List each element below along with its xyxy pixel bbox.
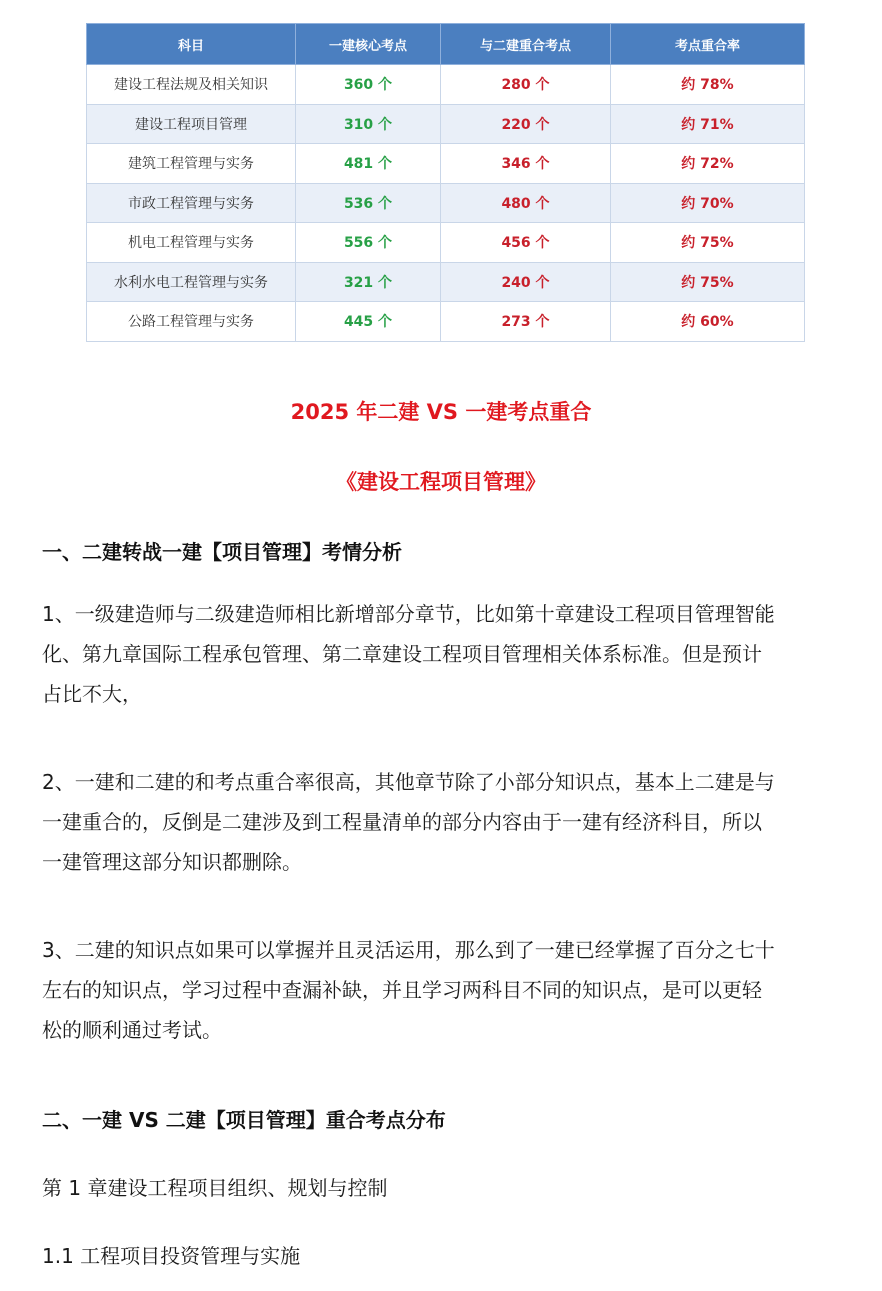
table-header-row	[87, 24, 805, 65]
cell-overlap: 456 个	[441, 223, 611, 263]
table-row	[87, 144, 805, 184]
section1-paragraph-3	[42, 930, 850, 1050]
paragraph-line: 3、二建的知识点如果可以掌握并且灵活运用，那么到了一建已经掌握了百分之七十	[42, 938, 775, 962]
section2-heading: 二、一建 VS 二建【项目管理】重合考点分布	[42, 1108, 446, 1132]
cell-subject: 公路工程管理与实务	[87, 302, 296, 342]
cell-rate: 约 60%	[611, 302, 805, 342]
table-row	[87, 104, 805, 144]
overlap-table-wrapper	[86, 23, 804, 342]
header-core-points: 一建核心考点	[296, 24, 441, 65]
table-row	[87, 65, 805, 105]
paragraph-line: 占比不大，	[42, 682, 142, 706]
paragraph-line: 一建重合的，反倒是二建涉及到工程量清单的部分内容由于一建有经济科目，所以	[42, 810, 762, 834]
main-title: 2025 年二建 VS 一建考点重合	[290, 400, 592, 424]
section1-heading: 一、二建转战一建【项目管理】考情分析	[42, 540, 402, 564]
sub-title: 《建设工程项目管理》	[336, 470, 546, 494]
table-row	[87, 183, 805, 223]
cell-rate: 约 70%	[611, 183, 805, 223]
cell-subject: 水利水电工程管理与实务	[87, 262, 296, 302]
cell-overlap: 240 个	[441, 262, 611, 302]
cell-core: 536 个	[296, 183, 441, 223]
overlap-table	[86, 23, 805, 342]
paragraph-line: 1、一级建造师与二级建造师相比新增部分章节，比如第十章建设工程项目管理智能	[42, 602, 775, 626]
header-overlap-points: 与二建重合考点	[441, 24, 611, 65]
section1-paragraph-1	[42, 594, 850, 714]
cell-core: 310 个	[296, 104, 441, 144]
cell-rate: 约 78%	[611, 65, 805, 105]
cell-subject: 市政工程管理与实务	[87, 183, 296, 223]
cell-overlap: 480 个	[441, 183, 611, 223]
header-subject: 科目	[87, 24, 296, 65]
cell-core: 445 个	[296, 302, 441, 342]
cell-overlap: 280 个	[441, 65, 611, 105]
paragraph-line: 化、第九章国际工程承包管理、第二章建设工程项目管理相关体系标准。但是预计	[42, 642, 762, 666]
table-row	[87, 302, 805, 342]
subsection-title: 1.1 工程项目投资管理与实施	[42, 1244, 301, 1268]
cell-overlap: 346 个	[441, 144, 611, 184]
header-overlap-rate: 考点重合率	[611, 24, 805, 65]
cell-rate: 约 71%	[611, 104, 805, 144]
cell-core: 556 个	[296, 223, 441, 263]
cell-subject: 建筑工程管理与实务	[87, 144, 296, 184]
cell-overlap: 220 个	[441, 104, 611, 144]
chapter-title: 第 1 章建设工程项目组织、规划与控制	[42, 1176, 388, 1200]
cell-subject: 建设工程项目管理	[87, 104, 296, 144]
cell-rate: 约 72%	[611, 144, 805, 184]
cell-rate: 约 75%	[611, 262, 805, 302]
table-row	[87, 223, 805, 263]
paragraph-line: 2、一建和二建的和考点重合率很高，其他章节除了小部分知识点，基本上二建是与	[42, 770, 775, 794]
cell-core: 360 个	[296, 65, 441, 105]
section1-paragraph-2	[42, 762, 850, 882]
cell-subject: 机电工程管理与实务	[87, 223, 296, 263]
paragraph-line: 左右的知识点，学习过程中查漏补缺，并且学习两科目不同的知识点，是可以更轻	[42, 978, 762, 1002]
cell-core: 481 个	[296, 144, 441, 184]
cell-rate: 约 75%	[611, 223, 805, 263]
cell-subject: 建设工程法规及相关知识	[87, 65, 296, 105]
cell-overlap: 273 个	[441, 302, 611, 342]
table-row	[87, 262, 805, 302]
paragraph-line: 一建管理这部分知识都删除。	[42, 850, 302, 874]
paragraph-line: 松的顺利通过考试。	[42, 1018, 222, 1042]
cell-core: 321 个	[296, 262, 441, 302]
